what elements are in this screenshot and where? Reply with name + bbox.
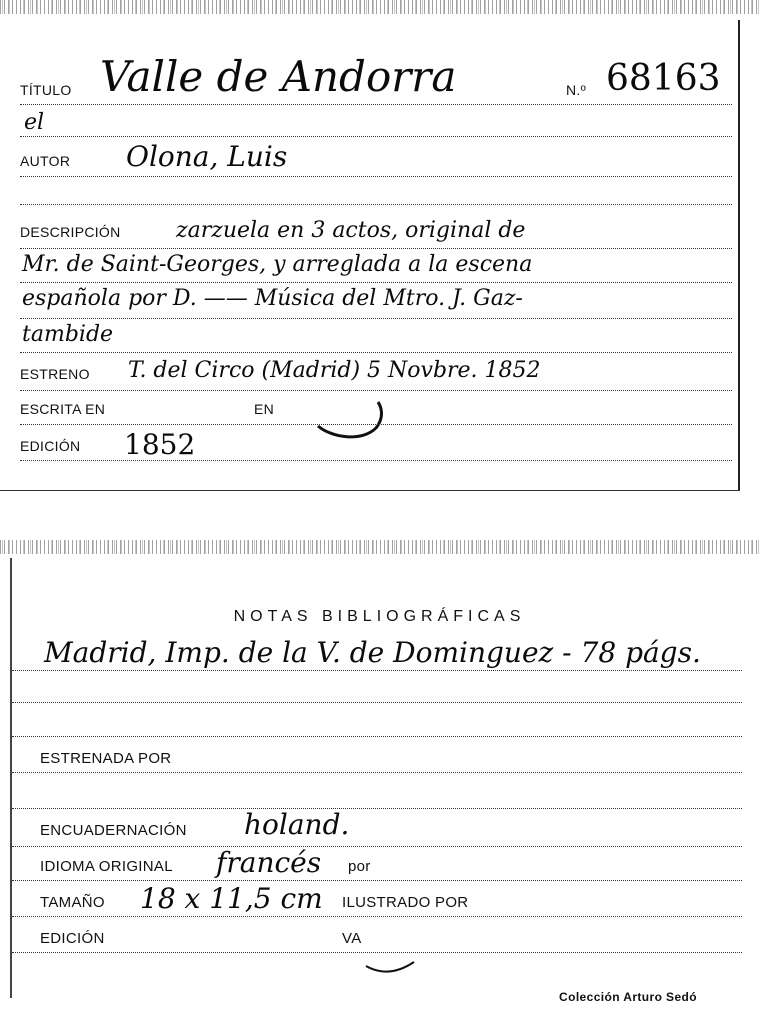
escrita-en-line: [20, 424, 732, 425]
autor-line: [20, 176, 732, 177]
pen-dash-mark: [362, 952, 422, 982]
encuadernacion-line: [12, 846, 742, 847]
edicion-bottom-label: EDICIÓN: [40, 930, 105, 947]
blank-line-bottom: [12, 808, 742, 809]
estrenada-por-line: [12, 772, 742, 773]
ilustrado-por-label: ILUSTRADO POR: [342, 894, 469, 911]
va-label: VA: [342, 930, 362, 947]
edicion-bottom-line: [12, 952, 742, 953]
notas-line-2: [12, 702, 742, 703]
tamano-line: [12, 916, 742, 917]
autor-value: Olona, Luis: [126, 140, 288, 173]
idioma-original-value: francés: [216, 846, 322, 879]
descripcion-line-1: zarzuela en 3 actos, original de: [176, 218, 526, 243]
notas-value: Madrid, Imp. de la V. de Dominguez - 78 págs.: [44, 636, 701, 669]
estrenada-por-label: ESTRENADA POR: [40, 750, 172, 767]
collection-credit: Colección Arturo Sedó: [559, 990, 697, 1004]
notas-line-3: [12, 736, 742, 737]
card-bottom-top-edge: [0, 540, 759, 554]
encuadernacion-value: holand.: [244, 808, 350, 841]
por-label: por: [348, 858, 371, 875]
titulo-label: TÍTULO: [20, 82, 72, 98]
tamano-label: TAMAÑO: [40, 894, 105, 911]
tamano-value: 18 x 11,5 cm: [140, 882, 323, 915]
descripcion-rule-2: [20, 282, 732, 283]
edicion-value: 1852: [124, 428, 196, 461]
blank-line: [20, 204, 732, 205]
catalogue-card-top: [0, 0, 759, 500]
autor-label: AUTOR: [20, 153, 71, 169]
catalogue-card-bottom: [0, 540, 759, 1028]
descripcion-label: DESCRIPCIÓN: [20, 224, 121, 240]
escrita-en-label: ESCRITA EN: [20, 401, 106, 417]
article-line: [20, 136, 732, 137]
estreno-line: [20, 390, 732, 391]
encuadernacion-label: ENCUADERNACIÓN: [40, 822, 187, 839]
descripcion-line-3: española por D. —— Música del Mtro. J. Gaz-: [22, 286, 523, 311]
descripcion-line-2: Mr. de Saint-Georges, y arreglada a la escena: [22, 252, 533, 277]
titulo-value: Valle de Andorra: [100, 52, 457, 101]
card-top-edge: [0, 0, 759, 14]
descripcion-rule-4: [20, 352, 732, 353]
idioma-line: [12, 880, 742, 881]
pen-flourish-mark: [312, 398, 392, 448]
descripcion-rule-3: [20, 318, 732, 319]
descripcion-line-4: tambide: [22, 322, 114, 347]
titulo-line: [20, 104, 732, 105]
notas-heading: NOTAS BIBLIOGRÁFICAS: [233, 608, 526, 625]
idioma-original-label: IDIOMA ORIGINAL: [40, 858, 173, 875]
descripcion-rule-1: [20, 248, 732, 249]
numero-label: N.º: [566, 82, 587, 98]
article-value: el: [24, 110, 45, 135]
en-label: EN: [254, 401, 275, 417]
edicion-line: [20, 460, 732, 461]
card-right-border: [738, 20, 740, 490]
numero-value: 68163: [606, 58, 721, 99]
card-bottom-border: [0, 490, 740, 491]
estreno-value: T. del Circo (Madrid) 5 Novbre. 1852: [128, 358, 541, 383]
notas-line-1: [12, 670, 742, 671]
estreno-label: ESTRENO: [20, 366, 90, 382]
edicion-label: EDICIÓN: [20, 438, 81, 454]
